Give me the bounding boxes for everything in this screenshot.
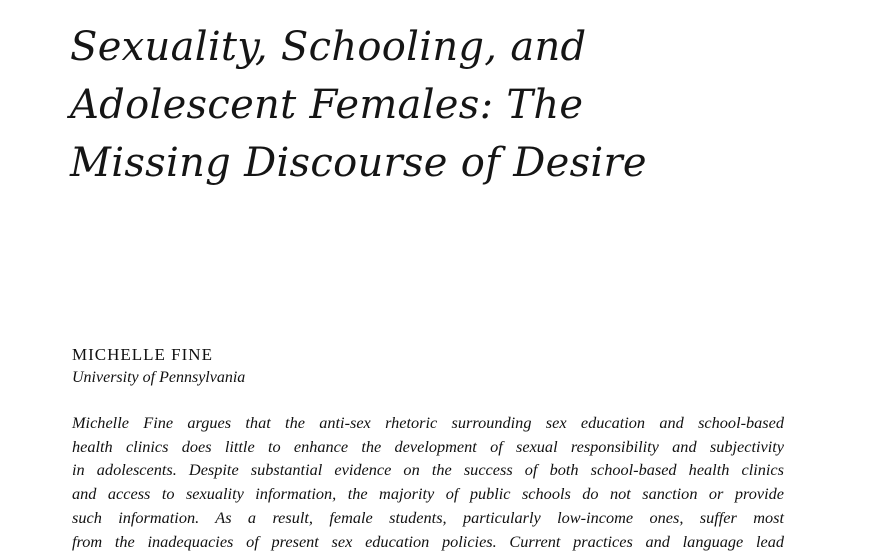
title-line: Sexuality, Schooling, and (70, 24, 587, 70)
abstract-line: such information. As a result, female students, particularly low-income ones, suffer most (72, 507, 784, 527)
abstract-line: Michelle Fine argues that the anti-sex rhetoric surrounding sex education and school-based (72, 413, 784, 432)
article-title (70, 18, 647, 192)
author-name: MICHELLE FINE (72, 345, 213, 364)
title-line: Adolescent Females: The (70, 82, 584, 128)
abstract (72, 411, 784, 553)
abstract-line: from the inadequacies of present sex education policies. Current practices and language lead (72, 531, 784, 551)
author-affiliation: University of Pennsylvania (72, 369, 246, 386)
abstract-line: and access to sexuality information, the majority of public schools do not sanction or provide (72, 484, 784, 504)
title-line: Missing Discourse of Desire (70, 140, 647, 186)
abstract-line: in adolescents. Despite substantial evidence on the success of both school-based health clinics (72, 460, 784, 480)
abstract-line: health clinics does little to enhance the development of sexual responsibility and subjectivity (72, 436, 784, 456)
